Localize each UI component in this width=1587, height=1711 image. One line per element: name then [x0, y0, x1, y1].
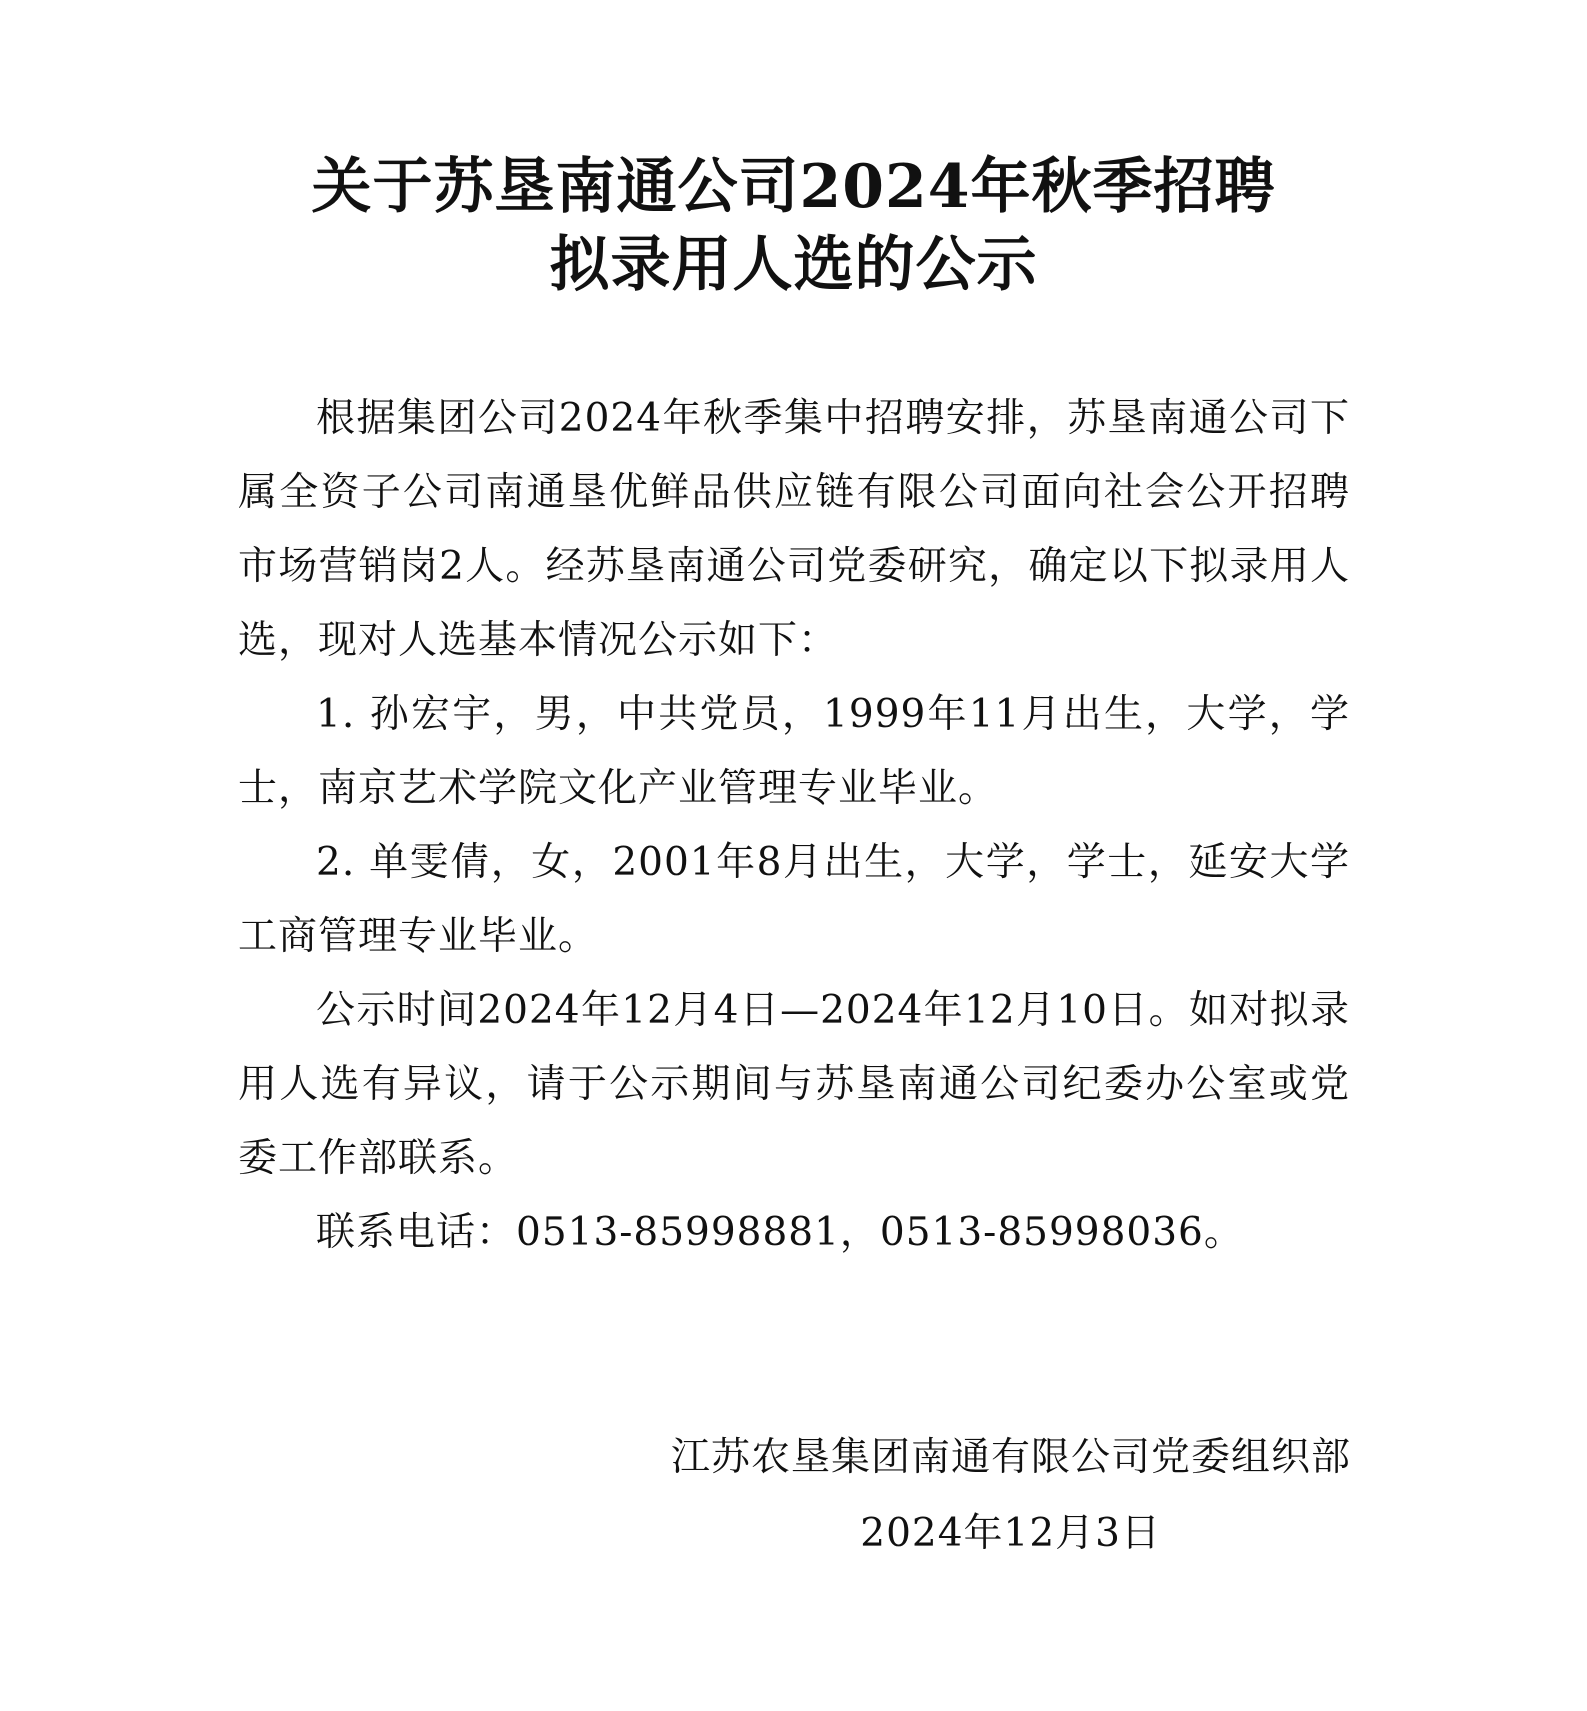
title-line-2: 拟录用人选的公示 [549, 230, 1038, 300]
signature-block [451, 1420, 1351, 1572]
notice-period-paragraph: 公示时间2024年12月4日—2024年12月10日。如对拟录用人选有异议，请于公示期间与苏垦南通公司纪委办公室或党委工作部联系。 [238, 988, 1350, 1181]
document-title [0, 148, 1587, 304]
title-line-1: 关于苏垦南通公司2024年秋季招聘 [311, 152, 1276, 222]
signature-organization: 江苏农垦集团南通有限公司党委组织部 [670, 1435, 1351, 1480]
signature-date: 2024年12月3日 [860, 1511, 1161, 1556]
contact-phone-paragraph: 联系电话：0513-85998881，0513-85998036。 [316, 1210, 1244, 1255]
intro-paragraph: 根据集团公司2024年秋季集中招聘安排，苏垦南通公司下属全资子公司南通垦优鲜品供应链有限公司面向社会公开招聘市场营销岗2人。经苏垦南通公司党委研究，确定以下拟录用人选，现对人选基本情况公示如下： [238, 396, 1350, 663]
candidate-1-paragraph: 1. 孙宏宇，男，中共党员，1999年11月出生，大学，学士，南京艺术学院文化产业管理专业毕业。 [238, 692, 1350, 811]
document-body [238, 382, 1350, 1270]
candidate-2-paragraph: 2. 单雯倩，女，2001年8月出生，大学，学士，延安大学工商管理专业毕业。 [238, 840, 1350, 959]
